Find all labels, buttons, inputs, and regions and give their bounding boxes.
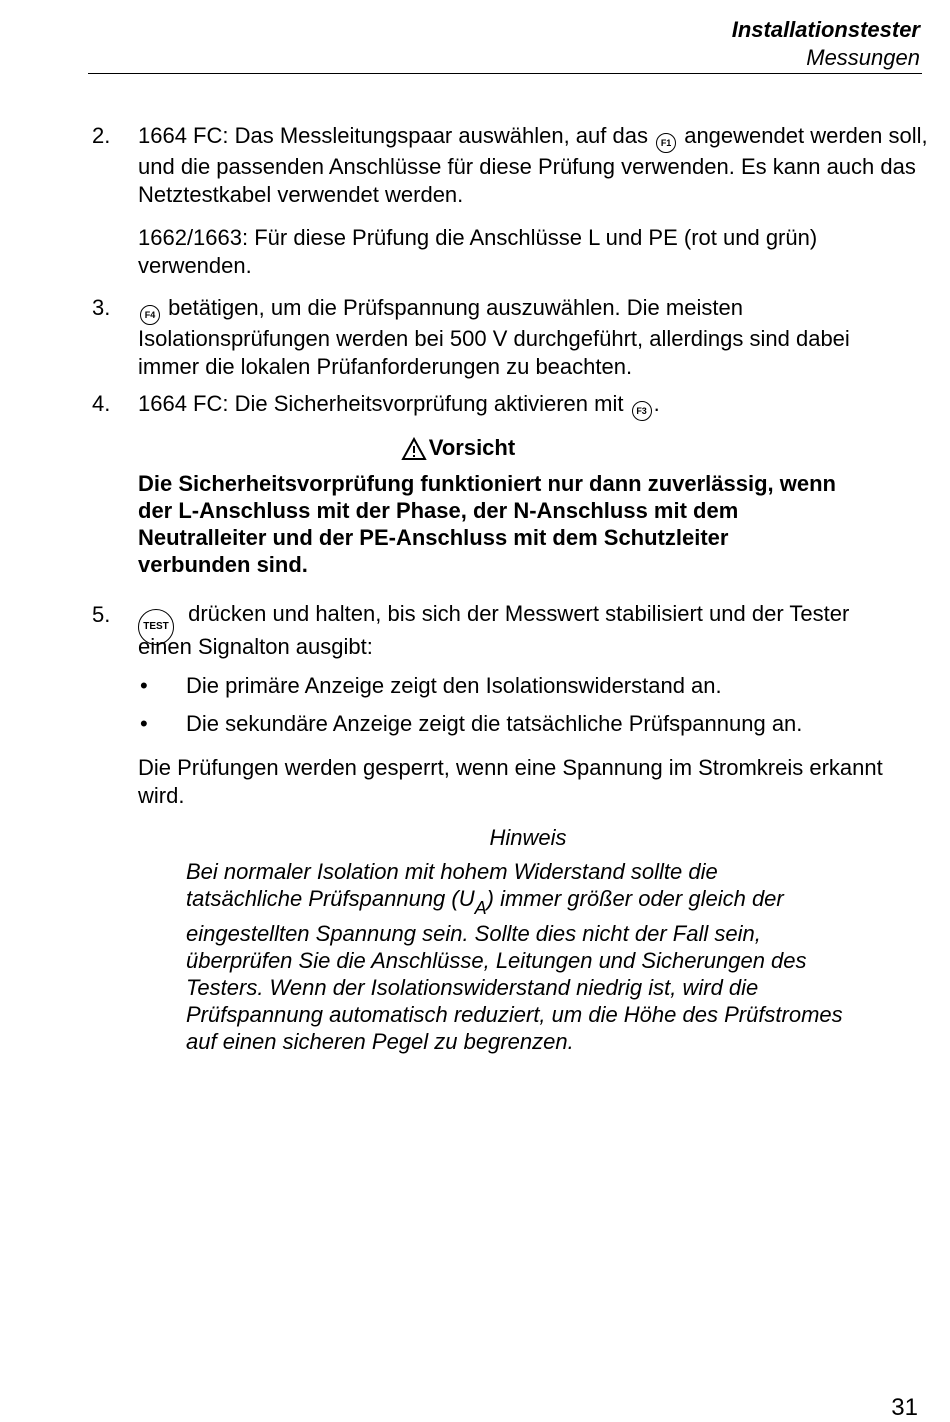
- step-3-text-body: betätigen, um die Prüfspannung auszuwählen. Die meisten Isolationsprüfungen werden bei 500 V durchgeführt, allerdings sind dabei immer die lokalen Prüfanforderungen zu beachten.: [138, 295, 850, 379]
- step-2-text-b: angewendet werden soll, und die passenden Anschlüsse für diese Prüfung verwenden. Es kann auch das Netztestkabel verwendet werden.: [138, 123, 928, 207]
- step-3-number: 3.: [92, 295, 111, 320]
- caution-title: Vorsicht: [428, 435, 516, 460]
- note-title: Hinweis: [489, 825, 567, 850]
- bullet-marker: •: [140, 673, 148, 698]
- step-4-number: 4.: [92, 391, 111, 416]
- f1-key-icon: F1: [656, 133, 676, 153]
- bullet-item: Die primäre Anzeige zeigt den Isolationswiderstand an.: [186, 673, 722, 698]
- note-line-2: [186, 885, 886, 918]
- step-4-end: .: [653, 391, 660, 416]
- step-3-text: [138, 294, 908, 381]
- step-4-text-body: 1664 FC: Die Sicherheitsvorprüfung aktivieren mit: [138, 391, 624, 416]
- bullet-marker: •: [140, 711, 148, 736]
- step-2-text-a: 1664 FC: Das Messleitungspaar auswählen, auf das: [138, 123, 648, 148]
- header-rule: [88, 73, 922, 74]
- step-4-text: [138, 390, 908, 421]
- step-5-number: 5.: [92, 602, 111, 627]
- caution-heading: [138, 434, 778, 462]
- header-title: Installationstester: [731, 17, 920, 42]
- f3-key-icon: F3: [632, 401, 652, 421]
- page-header: [732, 16, 920, 72]
- step-2-number: 2.: [92, 123, 111, 148]
- bullet-item: Die sekundäre Anzeige zeigt die tatsächliche Prüfspannung an.: [186, 711, 803, 736]
- page-number: 31: [891, 1394, 918, 1421]
- note-line-1: Bei normaler Isolation mit hohem Widerstand sollte die: [186, 859, 718, 884]
- warning-triangle-icon: [401, 437, 427, 461]
- note-body: eingestellten Spannung sein. Sollte dies nicht der Fall sein, überprüfen Sie die Anschlüsse, Leitungen und Sicherungen des Testers. Wenn der Isolationswiderstand niedrig ist, wird die Prüfspannung automatisch reduziert, um die Höhe des Prüfstromes auf einen sicheren Pegel zu begrenzen.: [186, 921, 843, 1054]
- step-5-after: Die Prüfungen werden gesperrt, wenn eine Spannung im Stromkreis erkannt wird.: [138, 755, 883, 808]
- step-2-note: 1662/1663: Für diese Prüfung die Anschlüsse L und PE (rot und grün) verwenden.: [138, 225, 818, 278]
- step-2-text: [138, 122, 928, 209]
- note-line-2b: ) immer größer oder gleich der: [486, 886, 784, 911]
- test-key-icon: TEST: [138, 609, 174, 645]
- step-5-text-b: einen Signalton ausgibt:: [138, 634, 373, 659]
- caution-text: Die Sicherheitsvorprüfung funktioniert nur dann zuverlässig, wenn der L-Anschluss mit der Phase, der N-Anschluss mit dem Neutralleiter und der PE-Anschluss mit dem Schutzleiter verbunden sind.: [138, 471, 836, 577]
- f4-key-icon: F4: [140, 305, 160, 325]
- note-line-2a: tatsächliche Prüfspannung (U: [186, 886, 475, 911]
- step-5-text-a: drücken und halten, bis sich der Messwert stabilisiert und der Tester: [188, 601, 850, 626]
- header-subtitle: Messungen: [806, 45, 920, 70]
- note-subscript: A: [474, 898, 487, 918]
